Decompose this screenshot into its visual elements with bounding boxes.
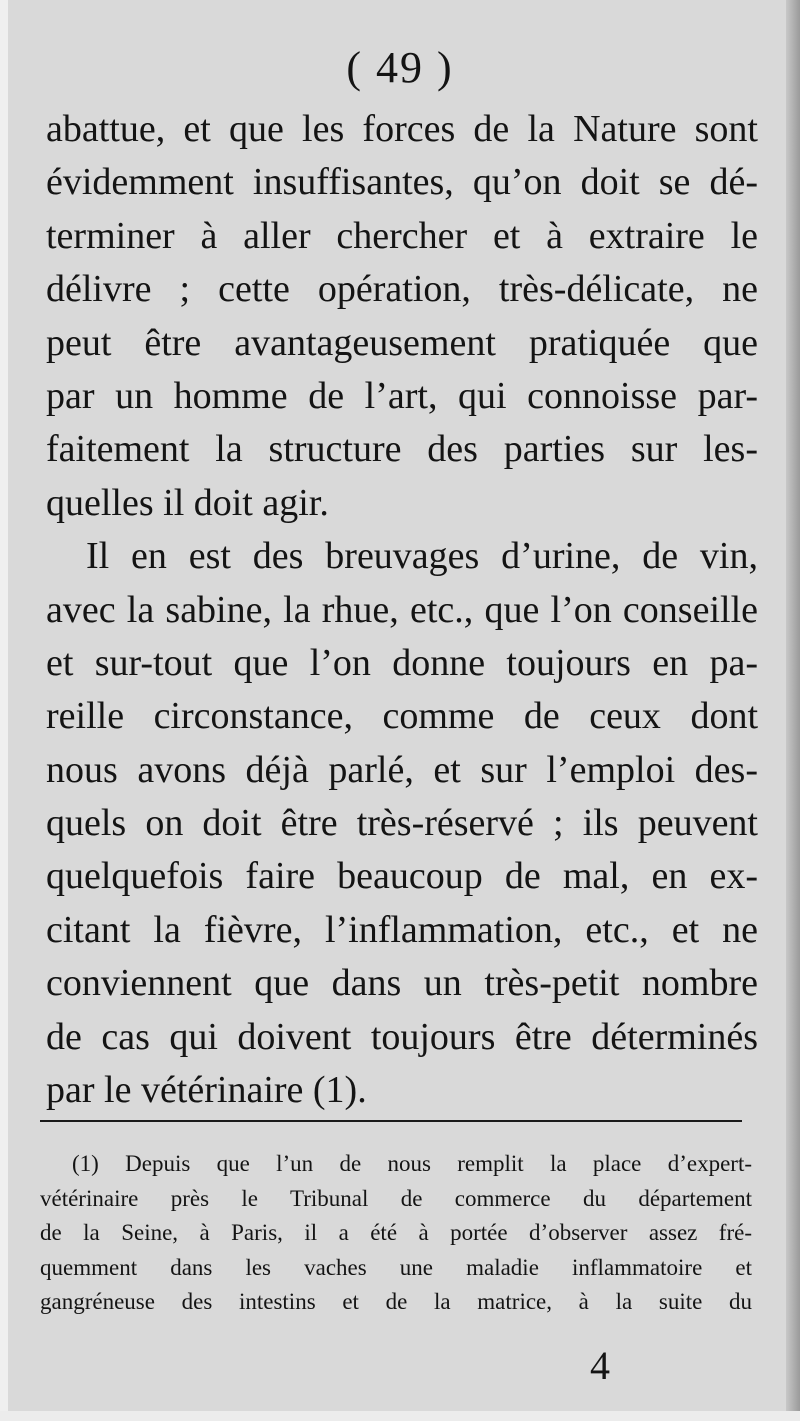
signature-mark: 4	[590, 1343, 610, 1388]
footnote-line: quemment dans les vaches une maladie inflammatoire et	[40, 1254, 752, 1280]
text-line: reille circonstance, comme de ceux dont	[46, 695, 758, 738]
page-number: ( 49 )	[346, 43, 454, 92]
text-line: par le vétérinaire (1).	[46, 1069, 367, 1112]
footnote-line: gangréneuse des intestins et de la matrice, à la suite du	[40, 1289, 752, 1314]
text-line: Il en est des breuvages d’urine, de vin,	[86, 535, 758, 578]
text-line: quels on doit être très-réservé ; ils peuvent	[46, 802, 758, 845]
footnote	[40, 1147, 752, 1320]
text-line: évidemment insuffisantes, qu’on doit se dé-	[46, 161, 758, 204]
text-line: par un homme de l’art, qui connoisse par-	[46, 374, 758, 417]
text-line: terminer à aller chercher et à extraire le	[46, 214, 758, 257]
text-line: et sur-tout que l’on donne toujours en pa-	[46, 641, 758, 684]
text-line: de cas qui doivent toujours être déterminés	[46, 1015, 758, 1058]
text-line: abattue, et que les forces de la Nature sont	[46, 108, 758, 150]
body-text	[46, 103, 758, 1117]
text-line: délivre ; cette opération, très-délicate, ne	[46, 268, 758, 311]
text-line: citant la fièvre, l’inflammation, etc., et ne	[46, 908, 758, 951]
text-line: quelles il doit agir.	[46, 481, 329, 524]
page-edge-bottom	[0, 1411, 800, 1421]
page-edge-left	[0, 0, 8, 1421]
text-line: peut être avantageusement pratiquée que	[46, 321, 758, 364]
text-line: faitement la structure des parties sur les-	[46, 428, 758, 471]
text-line: avec la sabine, la rhue, etc., que l’on conseille	[46, 588, 758, 631]
text-line: quelquefois faire beaucoup de mal, en ex-	[46, 855, 758, 898]
footnote-line: vétérinaire près le Tribunal de commerce du département	[40, 1185, 752, 1211]
footnote-rule	[40, 1120, 742, 1122]
text-line: conviennent que dans un très-petit nombre	[46, 962, 758, 1005]
footnote-line: (1) Depuis que l’un de nous remplit la place d’expert-	[72, 1151, 752, 1176]
text-line: nous avons déjà parlé, et sur l’emploi des-	[46, 748, 758, 791]
footnote-line: de la Seine, à Paris, il a été à portée d’observer assez fré-	[40, 1220, 752, 1245]
page-edge-right	[786, 0, 800, 1421]
